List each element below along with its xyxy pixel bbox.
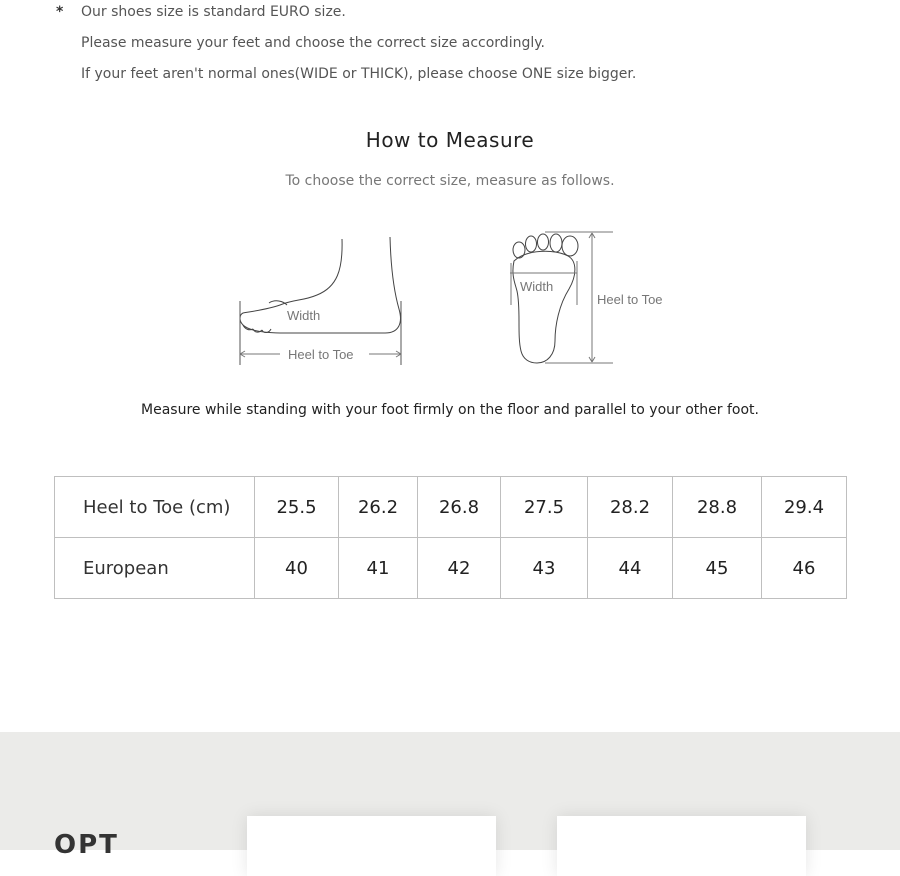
table-cell: 26.8 — [418, 477, 501, 538]
table-cell: 44 — [588, 538, 673, 599]
table-cell: 28.2 — [588, 477, 673, 538]
row-label-european: European — [55, 538, 255, 599]
table-cell: 40 — [255, 538, 339, 599]
foot-measure-diagram — [225, 225, 685, 375]
note-line-wide-feet: If your feet aren't normal ones(WIDE or THICK), please choose ONE size bigger. — [81, 66, 637, 82]
side-foot-illustration — [240, 237, 401, 365]
table-cell: 46 — [762, 538, 847, 599]
sole-width-label: Width — [520, 279, 554, 294]
side-length-label: Heel to Toe — [288, 347, 354, 362]
table-cell: 25.5 — [255, 477, 339, 538]
product-card[interactable] — [557, 816, 806, 876]
how-to-measure-subtitle: To choose the correct size, measure as follows. — [285, 173, 615, 189]
measure-instruction: Measure while standing with your foot firmly on the floor and parallel to your other foot. — [141, 402, 759, 418]
table-cell: 26.2 — [339, 477, 418, 538]
table-cell: 41 — [339, 538, 418, 599]
table-cell: 28.8 — [673, 477, 762, 538]
size-chart-table — [54, 476, 847, 599]
product-card[interactable] — [247, 816, 496, 876]
table-cell: 29.4 — [762, 477, 847, 538]
note-line-euro-size: Our shoes size is standard EURO size. — [81, 4, 346, 20]
table-row — [55, 477, 847, 538]
note-line-measure: Please measure your feet and choose the correct size accordingly. — [81, 35, 545, 51]
row-label-heel-to-toe: Heel to Toe (cm) — [55, 477, 255, 538]
footer-heading: OPT — [54, 830, 119, 860]
sole-length-label: Heel to Toe — [597, 292, 663, 307]
note-bullet: * — [56, 4, 64, 20]
table-cell: 27.5 — [501, 477, 588, 538]
footer-section — [0, 732, 900, 860]
table-row — [55, 538, 847, 599]
table-cell: 42 — [418, 538, 501, 599]
how-to-measure-title: How to Measure — [365, 128, 535, 152]
table-cell: 45 — [673, 538, 762, 599]
table-cell: 43 — [501, 538, 588, 599]
side-width-label: Width — [287, 308, 321, 323]
